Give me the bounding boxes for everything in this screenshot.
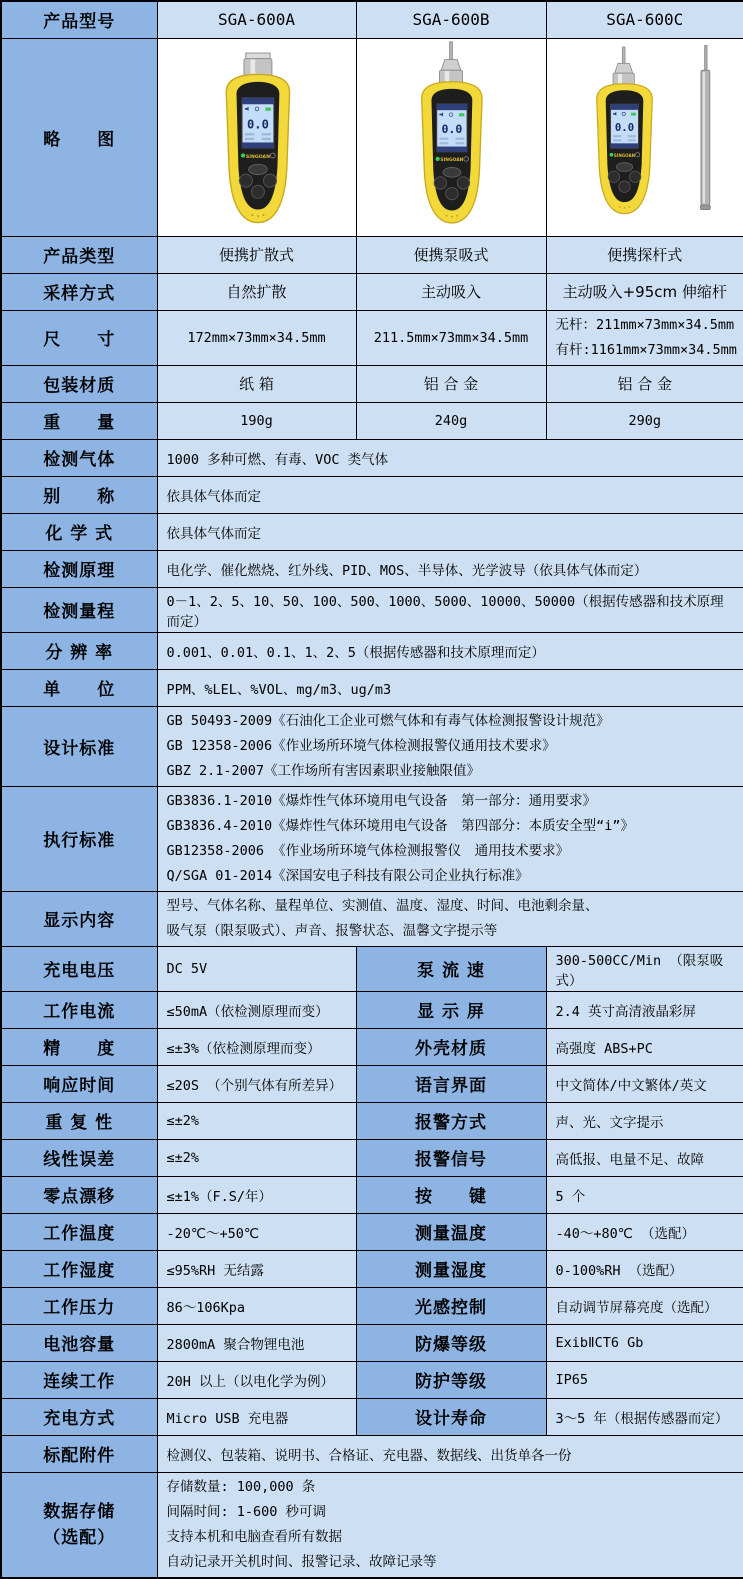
spec-value: ≤50mA（依检测原理而变） xyxy=(157,991,356,1028)
pump-probe xyxy=(449,42,452,60)
spec-label: 设计标准 xyxy=(1,706,157,786)
display-line: 吸气泵（限泵吸式）、声音、报警状态、温馨文字提示等 xyxy=(166,922,498,939)
spec-value: 纸 箱 xyxy=(157,365,356,402)
standard-line: GB 12358-2006《作业场所环境气体检测报警仪通用技术要求》 xyxy=(166,737,556,754)
spec-label: 设计寿命 xyxy=(356,1398,546,1435)
spec-label: 测量湿度 xyxy=(356,1250,546,1287)
table-row xyxy=(1,706,743,786)
spec-value: 主动吸入+95cm 伸缩杆 xyxy=(546,273,743,310)
spec-label: 连续工作 xyxy=(1,1361,157,1398)
spec-label: 产品类型 xyxy=(1,236,157,273)
table-row xyxy=(1,1139,743,1176)
spec-label: 测量温度 xyxy=(356,1213,546,1250)
spec-value: 高低报、电量不足、故障 xyxy=(546,1139,743,1176)
spec-value: 240g xyxy=(356,402,546,439)
model-header-a: SGA-600A xyxy=(157,1,356,38)
spec-label: 工作压力 xyxy=(1,1287,157,1324)
product-photo-sga-600b-image xyxy=(376,40,526,230)
spec-label: 报警方式 xyxy=(356,1102,546,1139)
svg-text:SINGOAN: SINGOAN xyxy=(613,152,635,158)
dimension-line: 无杆：211mm×73mm×34.5mm xyxy=(555,316,735,333)
table-row xyxy=(1,402,743,439)
spec-label xyxy=(1,1472,157,1578)
table-row xyxy=(1,1324,743,1361)
spec-value: 依具体气体而定 xyxy=(157,476,743,513)
spec-label: 充电方式 xyxy=(1,1398,157,1435)
sketch-label: 略 图 xyxy=(1,38,157,236)
spec-label: 泵 流 速 xyxy=(356,946,546,991)
table-row xyxy=(1,38,743,236)
spec-label: 重 量 xyxy=(1,402,157,439)
table-row xyxy=(1,1028,743,1065)
table-row xyxy=(1,1213,743,1250)
table-row xyxy=(1,1435,743,1472)
table-row xyxy=(1,1250,743,1287)
spec-label: 检测气体 xyxy=(1,439,157,476)
spec-label: 精 度 xyxy=(1,1028,157,1065)
spec-label: 检测原理 xyxy=(1,550,157,587)
spec-label: 重 复 性 xyxy=(1,1102,157,1139)
table-row xyxy=(1,1398,743,1435)
table-row xyxy=(1,476,743,513)
table-row xyxy=(1,946,743,991)
svg-text:0.0: 0.0 xyxy=(441,122,463,137)
table-row xyxy=(1,632,743,669)
svg-text:0.0: 0.0 xyxy=(614,121,634,135)
spec-value: 主动吸入 xyxy=(356,273,546,310)
svg-text:SINGOAN: SINGOAN xyxy=(440,158,464,164)
table-row xyxy=(1,236,743,273)
spec-value: 便携探杆式 xyxy=(546,236,743,273)
spec-value: ≤±1%（F.S/年） xyxy=(157,1176,356,1213)
spec-value: 自动调节屏幕亮度（选配） xyxy=(546,1287,743,1324)
spec-label: 工作电流 xyxy=(1,991,157,1028)
telescopic-rod xyxy=(704,45,707,70)
standard-line: GB 50493-2009《石油化工企业可燃气体和有毒气体检测报警设计规范》 xyxy=(166,712,610,729)
spec-value: -20℃～+50℃ xyxy=(157,1213,356,1250)
product-photo-cell-a xyxy=(157,38,356,236)
table-row xyxy=(1,310,743,365)
spec-value: 铝 合 金 xyxy=(546,365,743,402)
standard-line: GB3836.4-2010《爆炸性气体环境用电气设备 第四部分：本质安全型“i”》 xyxy=(166,817,635,834)
spec-value: 电化学、催化燃烧、红外线、PID、MOS、半导体、光学波导（依具体气体而定） xyxy=(157,550,743,587)
table-row xyxy=(1,587,743,632)
spec-label: 分 辨 率 xyxy=(1,632,157,669)
spec-label: 防护等级 xyxy=(356,1361,546,1398)
spec-value: IP65 xyxy=(546,1361,743,1398)
product-photo-sga-600a-image xyxy=(182,40,332,230)
spec-label: 响应时间 xyxy=(1,1065,157,1102)
table-row xyxy=(1,1102,743,1139)
storage-line: 支持本机和电脑查看所有数据 xyxy=(166,1528,342,1545)
spec-label: 采样方式 xyxy=(1,273,157,310)
spec-label: 按 键 xyxy=(356,1176,546,1213)
spec-label: 光感控制 xyxy=(356,1287,546,1324)
table-row xyxy=(1,669,743,706)
spec-value: 高强度 ABS+PC xyxy=(546,1028,743,1065)
spec-label: 防爆等级 xyxy=(356,1324,546,1361)
spec-label: 工作温度 xyxy=(1,1213,157,1250)
svg-text:0.0: 0.0 xyxy=(246,117,269,132)
spec-value xyxy=(157,706,743,786)
table-row xyxy=(1,1287,743,1324)
model-header-b: SGA-600B xyxy=(356,1,546,38)
table-row xyxy=(1,1361,743,1398)
spec-value: 声、光、文字提示 xyxy=(546,1102,743,1139)
spec-value: 300-500CC/Min （限泵吸式） xyxy=(546,946,743,991)
spec-value: ≤95%RH 无结露 xyxy=(157,1250,356,1287)
table-row xyxy=(1,991,743,1028)
spec-value: ≤±2% xyxy=(157,1102,356,1139)
spec-value: 2800mA 聚合物锂电池 xyxy=(157,1324,356,1361)
standard-line: GB3836.1-2010《爆炸性气体环境用电气设备 第一部分：通用要求》 xyxy=(166,792,597,809)
spec-value: 便携扩散式 xyxy=(157,236,356,273)
product-photo-cell-c xyxy=(546,38,743,236)
spec-value xyxy=(157,1472,743,1578)
product-photo-sga-600c-image xyxy=(553,40,737,230)
spec-value: PPM、%LEL、%VOL、mg/m3、ug/m3 xyxy=(157,669,743,706)
storage-line: 存储数量: 100,000 条 xyxy=(166,1478,316,1495)
table-row xyxy=(1,891,743,946)
spec-value xyxy=(157,891,743,946)
table-row xyxy=(1,786,743,891)
spec-value: -40～+80℃ （选配） xyxy=(546,1213,743,1250)
spec-label: 语言界面 xyxy=(356,1065,546,1102)
table-row xyxy=(1,273,743,310)
spec-value: 0.001、0.01、0.1、1、2、5（根据传感器和技术原理而定） xyxy=(157,632,743,669)
spec-value: ≤±3%（依检测原理而变） xyxy=(157,1028,356,1065)
spec-label: 零点漂移 xyxy=(1,1176,157,1213)
spec-label: 标配附件 xyxy=(1,1435,157,1472)
spec-value: 5 个 xyxy=(546,1176,743,1213)
spec-value: 2.4 英寸高清液晶彩屏 xyxy=(546,991,743,1028)
spec-label: 显示内容 xyxy=(1,891,157,946)
header-label: 产品型号 xyxy=(1,1,157,38)
spec-value: ≤±2% xyxy=(157,1139,356,1176)
standard-line: Q/SGA 01-2014《深国安电子科技有限公司企业执行标准》 xyxy=(166,867,529,884)
storage-line: 自动记录开关机时间、报警记录、故障记录等 xyxy=(166,1553,437,1570)
spec-value: Micro USB 充电器 xyxy=(157,1398,356,1435)
spec-value: 290g xyxy=(546,402,743,439)
spec-label: 检测量程 xyxy=(1,587,157,632)
table-row xyxy=(1,513,743,550)
spec-value: 0-100%RH （选配） xyxy=(546,1250,743,1287)
spec-label: 充电电压 xyxy=(1,946,157,991)
spec-label: 单 位 xyxy=(1,669,157,706)
spec-label: 报警信号 xyxy=(356,1139,546,1176)
spec-value: 依具体气体而定 xyxy=(157,513,743,550)
model-header-c: SGA-600C xyxy=(546,1,743,38)
spec-value: 211.5mm×73mm×34.5mm xyxy=(356,310,546,365)
spec-value: 20H 以上（以电化学为例） xyxy=(157,1361,356,1398)
spec-value: 0－1、2、5、10、50、100、500、1000、5000、10000、50000（根据传感器和技术原理而定） xyxy=(157,587,743,632)
spec-value: DC 5V xyxy=(157,946,356,991)
table-row xyxy=(1,1065,743,1102)
spec-value: 3～5 年（根据传感器而定） xyxy=(546,1398,743,1435)
data-storage-label-line: 数据存储 xyxy=(43,1501,116,1522)
data-storage-label-line: （选配） xyxy=(43,1527,116,1548)
spec-label: 工作湿度 xyxy=(1,1250,157,1287)
storage-line: 间隔时间: 1-600 秒可调 xyxy=(166,1503,327,1520)
spec-value: ≤20S （个别气体有所差异） xyxy=(157,1065,356,1102)
table-row xyxy=(1,1,743,38)
display-line: 型号、气体名称、量程单位、实测值、温度、湿度、时间、电池剩余量、 xyxy=(166,897,599,914)
spec-label: 电池容量 xyxy=(1,1324,157,1361)
dimension-line: 有杆:1161mm×73mm×34.5mm xyxy=(555,341,737,358)
standard-line: GBZ 2.1-2007《工作场所有害因素职业接触限值》 xyxy=(166,762,481,779)
spec-value: 铝 合 金 xyxy=(356,365,546,402)
spec-value: 检测仪、包装箱、说明书、合格证、充电器、数据线、出货单各一份 xyxy=(157,1435,743,1472)
table-row xyxy=(1,1472,743,1578)
spec-value: 便携泵吸式 xyxy=(356,236,546,273)
table-row xyxy=(1,365,743,402)
spec-value: 中文简体/中文繁体/英文 xyxy=(546,1065,743,1102)
spec-label: 包装材质 xyxy=(1,365,157,402)
spec-label: 显 示 屏 xyxy=(356,991,546,1028)
spec-label: 执行标准 xyxy=(1,786,157,891)
spec-label: 别 称 xyxy=(1,476,157,513)
standard-line: GB12358-2006 《作业场所环境气体检测报警仪 通用技术要求》 xyxy=(166,842,570,859)
spec-value: 1000 多种可燃、有毒、VOC 类气体 xyxy=(157,439,743,476)
product-photo-cell-b xyxy=(356,38,546,236)
spec-value: 190g xyxy=(157,402,356,439)
table-row xyxy=(1,550,743,587)
spec-label: 线性误差 xyxy=(1,1139,157,1176)
table-row xyxy=(1,1176,743,1213)
spec-value xyxy=(546,310,743,365)
spec-value: 自然扩散 xyxy=(157,273,356,310)
menu-button xyxy=(248,164,267,174)
svg-text:SINGOAN: SINGOAN xyxy=(245,154,270,160)
table-row xyxy=(1,439,743,476)
spec-label: 外壳材质 xyxy=(356,1028,546,1065)
spec-value xyxy=(157,786,743,891)
status-led xyxy=(240,153,244,157)
spec-label: 尺 寸 xyxy=(1,310,157,365)
spec-value: ExibⅡCT6 Gb xyxy=(546,1324,743,1361)
spec-value: 172mm×73mm×34.5mm xyxy=(157,310,356,365)
spec-label: 化 学 式 xyxy=(1,513,157,550)
spec-value: 86～106Kpa xyxy=(157,1287,356,1324)
